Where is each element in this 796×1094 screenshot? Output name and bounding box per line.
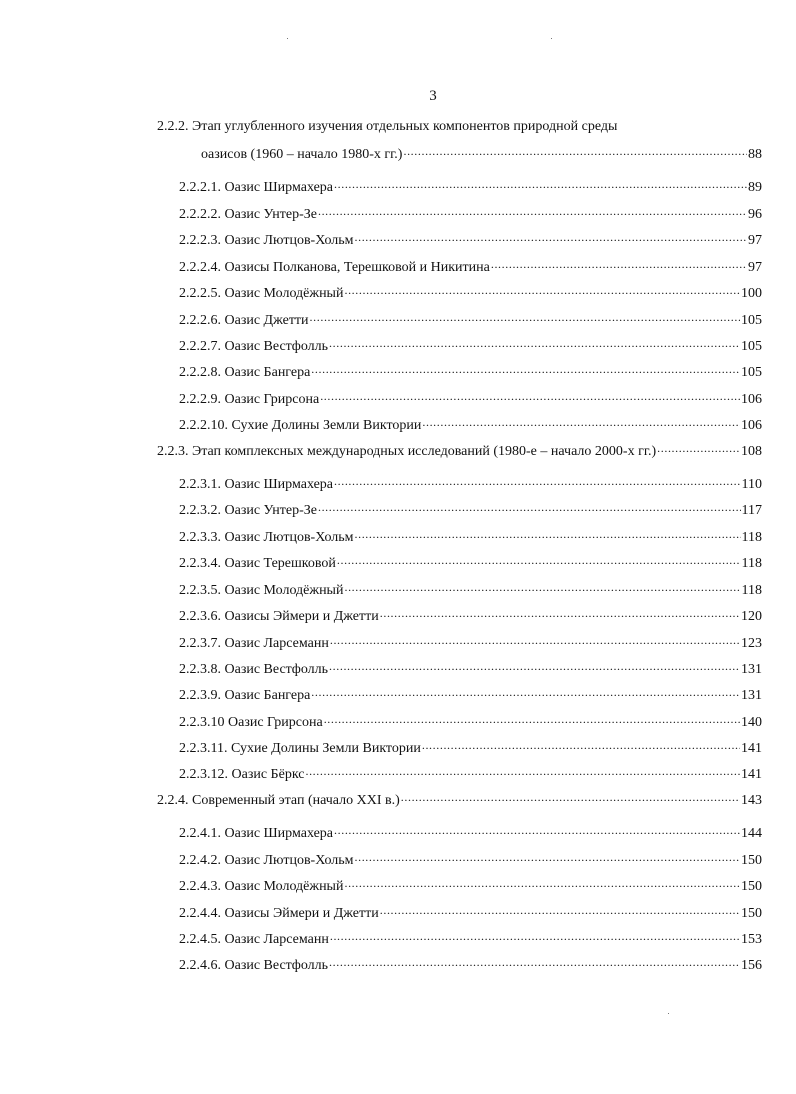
toc-entry-number: 2.2.3.9. [179,688,221,703]
scan-speck [668,1013,669,1014]
toc-entry-number: 2.2.3.8. [179,662,221,677]
toc-entry-label [179,608,379,626]
toc-entry-title: Современный этап (начало XXI в.) [192,793,400,808]
toc-entry-page: 150 [741,879,762,894]
toc-entry-label [179,179,333,197]
toc-entry-page: 118 [741,556,762,571]
toc-entry-label [179,206,317,224]
toc-entry-page: 150 [741,853,762,868]
toc-entry-page: 88 [748,147,762,162]
toc-entry-number: 2.2.3.2. [179,503,221,518]
toc-entry-title: Оазис Вестфолль [224,662,329,677]
toc-entry-page: 106 [741,418,762,433]
dot-leader [403,144,747,158]
toc-entry-title: Сухие Долины Земли Виктории [230,741,421,756]
toc-entry-title: Оазис Ширмахера [224,180,334,195]
toc-entry-number: 2.2.2.5. [179,286,221,301]
toc-entry-title: Оазис Унтер-Зе [224,503,317,518]
toc-entry[interactable] [201,144,762,164]
toc-entry[interactable] [179,415,762,435]
dot-leader [422,738,740,752]
dot-leader [330,633,740,647]
toc-entry-title: Этап комплексных международных исследований (1980-е – начало 2000-х гг.) [192,444,657,459]
toc-entry-title: Оазис Бангера [224,365,311,380]
toc-entry-number: 2.2.3.6. [179,609,221,624]
toc-entry-title: Оазис Молодёжный [224,286,344,301]
toc-entry-title: Оазис Ширмахера [224,477,334,492]
toc-entry[interactable] [179,876,762,896]
toc-entry-number: 2.2.2. [157,119,189,134]
toc-entry[interactable] [179,764,762,784]
toc-entry[interactable] [179,177,762,197]
dot-leader [334,823,740,837]
toc-entry-page: 110 [741,477,762,492]
dot-leader [344,876,740,890]
toc-entry-title: Оазисы Эймери и Джетти [224,609,379,624]
page-number: 3 [429,88,437,104]
toc-entry[interactable] [179,204,762,224]
toc-entry-number: 2.2.2.10. [179,418,228,433]
toc-entry[interactable] [179,362,762,382]
toc-entry-title: Оазис Грирсона [228,715,323,730]
toc-entry-label [179,878,343,896]
toc-entry-label [179,687,310,705]
dot-leader [380,903,740,917]
dot-leader [380,606,740,620]
toc-entry-label [179,285,343,303]
toc-entry-title: Оазис Ширмахера [224,826,334,841]
toc-entry-label [179,714,323,732]
dot-leader [318,500,741,514]
toc-entry-label [179,905,379,923]
toc-entry[interactable] [179,685,762,705]
toc-entry-number: 2.2.4. [157,793,189,808]
toc-entry-title: Оазис Джетти [224,313,309,328]
scan-speck [551,38,552,39]
toc-entry[interactable] [179,336,762,356]
toc-entry-page: 117 [741,503,762,518]
toc-entry-label [179,232,354,250]
toc-entry-label [179,661,328,679]
toc-entry-title: Оазис Грирсона [224,392,320,407]
toc-entry[interactable] [179,500,762,520]
toc-entry-number: 2.2.2.6. [179,313,221,328]
toc-entry-page: 120 [741,609,762,624]
toc-entry[interactable] [179,929,762,949]
toc-entry-number: 2.2.3.11. [179,741,228,756]
toc-entry-page: 100 [741,286,762,301]
toc-entry-page: 141 [741,767,762,782]
toc-entry-number: 2.2.2.1. [179,180,221,195]
toc-entry-label [179,338,328,356]
toc-entry[interactable] [179,955,762,975]
toc-entry[interactable] [179,903,762,923]
toc-entry-number: 2.2.2.9. [179,392,221,407]
dot-leader [329,336,740,350]
toc-entry-label [179,766,304,784]
toc-entry-title: Оазис Вестфолль [224,339,329,354]
toc-entry-title: Оазис Молодёжный [224,879,344,894]
toc-entry-label [179,391,319,409]
dot-leader [305,764,740,778]
toc-entry-label [179,417,421,435]
dot-leader [334,177,747,191]
toc-entry-title: Оазис Лютцов-Хольм [224,853,354,868]
toc-entry-title: Оазис Ларсеманн [224,636,329,651]
toc-entry[interactable] [179,823,762,843]
toc-entry-title: Оазис Терешковой [224,556,336,571]
dot-leader [329,659,740,673]
toc-entry-page: 156 [741,958,762,973]
toc-entry-page: 106 [741,392,762,407]
toc-entry-page: 123 [741,636,762,651]
toc-entry-title: Оазисы Полканова, Терешковой и Никитина [224,260,490,275]
dot-leader [355,527,741,541]
toc-entry-title: Оазис Молодёжный [224,583,344,598]
toc-section-entry[interactable] [157,441,762,461]
toc-entry-page: 141 [741,741,762,756]
dot-leader [324,712,740,726]
toc-entry-number: 2.2.2.3. [179,233,221,248]
dot-leader [422,415,740,429]
toc-entry[interactable] [179,738,762,758]
toc-entry-label [179,931,329,949]
toc-entry-page: 108 [741,444,762,459]
dot-leader [401,790,740,804]
toc-entry-number: 2.2.4.6. [179,958,221,973]
toc-entry-number: 2.2.4.5. [179,932,221,947]
toc-entry-title: Оазис Бёркс [231,767,305,782]
toc-entry-page: 97 [748,233,762,248]
toc-entry-page: 97 [748,260,762,275]
toc-entry-number: 2.2.3.1. [179,477,221,492]
toc-entry-title: Оазис Ларсеманн [224,932,329,947]
toc-entry-number: 2.2.4.4. [179,906,221,921]
toc-entry-label [179,364,310,382]
toc-entry-label [157,792,400,810]
toc-entry-page: 144 [741,826,762,841]
dot-leader [491,257,747,271]
toc-entry-number: 2.2.3.7. [179,636,221,651]
toc-entry-number: 2.2.3.10 [179,715,225,730]
toc-entry-title-continuation: оазисов (1960 – начало 1980-х гг.) [201,147,403,162]
toc-entry-title: Оазис Лютцов-Хольм [224,530,354,545]
toc-entry-page: 131 [741,688,762,703]
toc-entry-number: 2.2.2.4. [179,260,221,275]
toc-entry-number: 2.2.3.5. [179,583,221,598]
toc-entry[interactable] [179,580,762,600]
toc-entry-page: 118 [741,583,762,598]
toc-entry-label [157,443,656,461]
toc-entry[interactable] [179,553,762,573]
dot-leader [337,553,741,567]
toc-entry-number: 2.2.2.7. [179,339,221,354]
toc-entry-page: 89 [748,180,762,195]
toc-entry-page: 105 [741,339,762,354]
toc-entry[interactable] [179,230,762,250]
dot-leader [334,474,740,488]
toc-entry-number: 2.2.3.3. [179,530,221,545]
toc-entry-label [179,476,333,494]
toc-entry[interactable] [179,606,762,626]
toc-entry-page: 150 [741,906,762,921]
toc-entry-label [179,529,354,547]
toc-entry-page: 118 [741,530,762,545]
toc-section-entry[interactable] [157,790,762,810]
dot-leader [310,310,740,324]
dot-leader [329,955,740,969]
toc-entry-title: Оазис Лютцов-Хольм [224,233,354,248]
toc-entry-page: 153 [741,932,762,947]
toc-entry[interactable] [179,310,762,330]
toc-entry-number: 2.2.4.3. [179,879,221,894]
dot-leader [344,580,740,594]
toc-entry-number: 2.2.3. [157,444,189,459]
toc-entry-number: 2.2.4.1. [179,826,221,841]
toc-entry[interactable] [179,257,762,277]
dot-leader [311,362,740,376]
toc-entry-label [179,582,343,600]
toc-entry-title: Оазис Унтер-Зе [224,207,317,222]
toc-entry-label [179,825,333,843]
dot-leader [657,441,740,455]
scan-speck [287,38,288,39]
toc-entry[interactable] [179,659,762,679]
toc-entry-number: 2.2.4.2. [179,853,221,868]
toc-entry-label [179,555,336,573]
toc-entry-label [179,852,354,870]
toc-entry[interactable] [179,474,762,494]
toc-entry-label [179,312,309,330]
dot-leader [355,230,748,244]
toc-entry[interactable] [179,633,762,653]
toc-entry-title: Этап углубленного изучения отдельных компонентов природной среды [192,119,618,134]
toc-entry-label [179,635,329,653]
dot-leader [344,283,740,297]
toc-heading-line [157,118,617,136]
toc-entry-title: Оазисы Эймери и Джетти [224,906,379,921]
toc-entry-number: 2.2.3.12. [179,767,228,782]
toc-entry-title: Сухие Долины Земли Виктории [231,418,422,433]
toc-entry-page: 143 [741,793,762,808]
toc-entry-page: 96 [748,207,762,222]
toc-entry-page: 131 [741,662,762,677]
toc-entry[interactable] [179,712,762,732]
toc-entry[interactable] [179,283,762,303]
toc-entry-title: Оазис Вестфолль [224,958,329,973]
toc-entry[interactable] [179,527,762,547]
toc-entry-number: 2.2.3.4. [179,556,221,571]
toc-entry-page: 105 [741,313,762,328]
toc-entry-label [179,259,490,277]
toc-entry-page: 105 [741,365,762,380]
toc-entry-label [179,740,421,758]
toc-entry-label [179,957,328,975]
dot-leader [355,850,741,864]
toc-entry[interactable] [179,850,762,870]
dot-leader [318,204,747,218]
dot-leader [330,929,740,943]
toc-entry-number: 2.2.2.2. [179,207,221,222]
toc-entry-number: 2.2.2.8. [179,365,221,380]
toc-entry-title: Оазис Бангера [224,688,311,703]
toc-entry[interactable] [179,389,762,409]
toc-entry-page: 140 [741,715,762,730]
toc-entry-label [179,502,317,520]
dot-leader [320,389,740,403]
dot-leader [311,685,740,699]
